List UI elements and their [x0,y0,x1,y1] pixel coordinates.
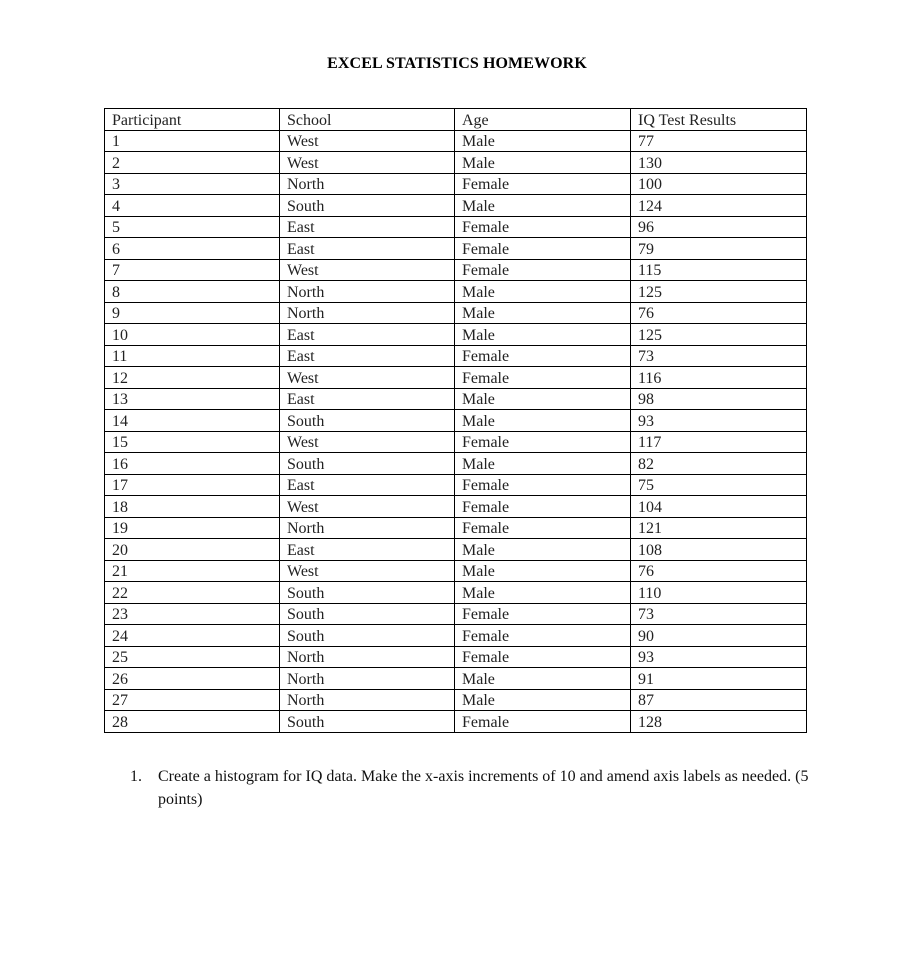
participant-cell: 18 [105,496,280,518]
iq-result-cell: 130 [631,152,807,174]
school-cell: East [280,216,455,238]
age-cell: Male [455,689,631,711]
age-cell: Male [455,388,631,410]
table-row [105,410,807,432]
school-cell: South [280,603,455,625]
table-row [105,388,807,410]
age-cell: Female [455,431,631,453]
school-cell: East [280,388,455,410]
participant-cell: 21 [105,560,280,582]
iq-result-cell: 125 [631,281,807,303]
header-age: Age [455,109,631,131]
school-cell: South [280,711,455,733]
age-cell: Female [455,711,631,733]
page-title: EXCEL STATISTICS HOMEWORK [327,55,587,72]
iq-result-cell: 73 [631,345,807,367]
age-cell: Male [455,453,631,475]
iq-result-cell: 100 [631,173,807,195]
table-header-row [105,109,807,131]
participant-cell: 5 [105,216,280,238]
table-row [105,603,807,625]
participant-cell: 13 [105,388,280,410]
participant-cell: 2 [105,152,280,174]
participant-cell: 7 [105,259,280,281]
age-cell: Female [455,173,631,195]
participant-cell: 27 [105,689,280,711]
participant-cell: 20 [105,539,280,561]
participant-cell: 3 [105,173,280,195]
age-cell: Male [455,560,631,582]
table-row [105,689,807,711]
header-iq-test-results: IQ Test Results [631,109,807,131]
school-cell: West [280,130,455,152]
school-cell: East [280,474,455,496]
school-cell: West [280,367,455,389]
participant-cell: 25 [105,646,280,668]
school-cell: East [280,345,455,367]
age-cell: Male [455,302,631,324]
participant-cell: 6 [105,238,280,260]
iq-result-cell: 73 [631,603,807,625]
participant-cell: 28 [105,711,280,733]
participant-cell: 9 [105,302,280,324]
table-row [105,474,807,496]
iq-result-cell: 98 [631,388,807,410]
school-cell: South [280,453,455,475]
header-participant: Participant [105,109,280,131]
school-cell: South [280,625,455,647]
school-cell: North [280,517,455,539]
question-1 [130,765,810,811]
participant-cell: 15 [105,431,280,453]
participant-cell: 23 [105,603,280,625]
table-row [105,431,807,453]
table-row [105,238,807,260]
iq-result-cell: 108 [631,539,807,561]
age-cell: Female [455,259,631,281]
participant-cell: 22 [105,582,280,604]
table-row [105,345,807,367]
age-cell: Male [455,410,631,432]
iq-result-cell: 75 [631,474,807,496]
table-row [105,560,807,582]
iq-result-cell: 96 [631,216,807,238]
age-cell: Female [455,238,631,260]
school-cell: West [280,496,455,518]
table-row [105,668,807,690]
school-cell: West [280,560,455,582]
table-row [105,453,807,475]
participant-cell: 10 [105,324,280,346]
age-cell: Male [455,195,631,217]
data-table [104,108,807,733]
participant-cell: 14 [105,410,280,432]
participant-cell: 8 [105,281,280,303]
age-cell: Male [455,324,631,346]
iq-result-cell: 115 [631,259,807,281]
school-cell: North [280,302,455,324]
school-cell: West [280,259,455,281]
age-cell: Male [455,130,631,152]
header-school: School [280,109,455,131]
table-row [105,496,807,518]
table-row [105,646,807,668]
school-cell: East [280,238,455,260]
iq-result-cell: 93 [631,410,807,432]
participant-cell: 11 [105,345,280,367]
age-cell: Female [455,496,631,518]
table-row [105,539,807,561]
age-cell: Male [455,539,631,561]
age-cell: Male [455,281,631,303]
participant-cell: 1 [105,130,280,152]
participant-cell: 17 [105,474,280,496]
school-cell: East [280,539,455,561]
iq-result-cell: 91 [631,668,807,690]
participant-cell: 19 [105,517,280,539]
iq-result-cell: 76 [631,302,807,324]
table-row [105,281,807,303]
table-row [105,152,807,174]
iq-result-cell: 128 [631,711,807,733]
participant-cell: 12 [105,367,280,389]
question-text: Create a histogram for IQ data. Make the x-axis increments of 10 and amend axis labels as needed. (5 points) [158,768,809,808]
age-cell: Male [455,582,631,604]
school-cell: North [280,646,455,668]
table-row [105,582,807,604]
participant-cell: 24 [105,625,280,647]
table-row [105,711,807,733]
table-row [105,173,807,195]
table-body [105,130,807,732]
table-row [105,367,807,389]
question-number: 1. [130,768,142,785]
table-row [105,130,807,152]
age-cell: Female [455,345,631,367]
iq-result-cell: 110 [631,582,807,604]
participant-cell: 4 [105,195,280,217]
school-cell: North [280,281,455,303]
iq-result-cell: 76 [631,560,807,582]
table-row [105,302,807,324]
age-cell: Female [455,216,631,238]
iq-result-cell: 117 [631,431,807,453]
iq-result-cell: 116 [631,367,807,389]
school-cell: North [280,173,455,195]
school-cell: West [280,152,455,174]
participant-cell: 16 [105,453,280,475]
age-cell: Female [455,646,631,668]
age-cell: Female [455,625,631,647]
table-row [105,259,807,281]
age-cell: Female [455,474,631,496]
school-cell: South [280,582,455,604]
school-cell: North [280,689,455,711]
school-cell: South [280,195,455,217]
table-row [105,625,807,647]
iq-result-cell: 79 [631,238,807,260]
table-row [105,216,807,238]
iq-result-cell: 77 [631,130,807,152]
participant-cell: 26 [105,668,280,690]
iq-result-cell: 87 [631,689,807,711]
age-cell: Female [455,517,631,539]
school-cell: North [280,668,455,690]
iq-result-cell: 93 [631,646,807,668]
iq-result-cell: 82 [631,453,807,475]
iq-result-cell: 90 [631,625,807,647]
school-cell: South [280,410,455,432]
iq-result-cell: 104 [631,496,807,518]
age-cell: Female [455,367,631,389]
table-row [105,517,807,539]
school-cell: East [280,324,455,346]
age-cell: Male [455,152,631,174]
age-cell: Male [455,668,631,690]
iq-result-cell: 121 [631,517,807,539]
age-cell: Female [455,603,631,625]
table-row [105,195,807,217]
iq-result-cell: 124 [631,195,807,217]
iq-result-cell: 125 [631,324,807,346]
table-row [105,324,807,346]
school-cell: West [280,431,455,453]
